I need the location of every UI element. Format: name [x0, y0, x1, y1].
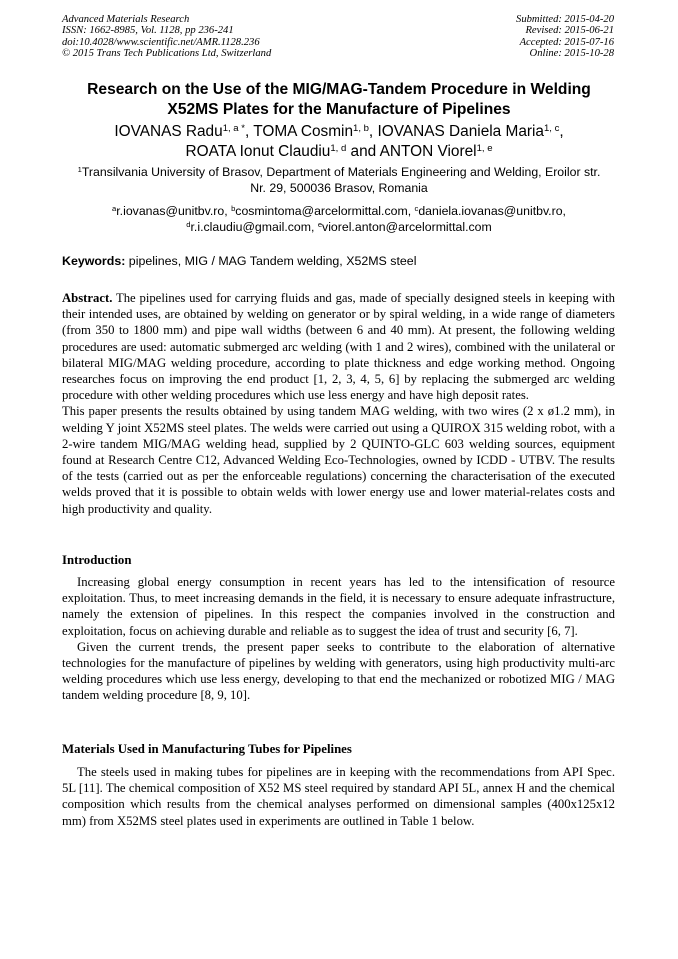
email-link[interactable]: r.iovanas@unitbv.ro	[116, 204, 225, 218]
affiliation-line-2: Nr. 29, 500036 Brasov, Romania	[250, 180, 428, 195]
email-marker: a	[112, 203, 117, 213]
journal-info	[62, 14, 271, 60]
author-name: IOVANAS Radu	[114, 123, 223, 140]
materials-section	[62, 764, 615, 829]
introduction-section	[62, 574, 615, 704]
abstract-text: The pipelines used for carrying fluids and gas, made of specially designed steels in keeping with their intended uses, are obtained by welding on generator or by spiral welding, in a wide range of diameters (from 350 to 1800 mm) and pipe wall widths (between 6 and 40 mm). At present, the following welding procedures are used: automatic submerged arc welding (with 1 and 2 wires), combined with the unilateral or bilateral MIG/MAG welding procedure, according to plate thickness and edge working method. Ongoing researches focus on improving the end product [1, 2, 3, 4, 5, 6] by replacing the submerged arc welding procedure with other welding procedures which use less energy and have high deposit rates.	[62, 291, 615, 403]
author-name: TOMA Cosmin	[253, 123, 354, 140]
author-name: ANTON Viorel	[379, 143, 477, 160]
email-link[interactable]: r.i.claudiu@gmail.com	[190, 219, 311, 234]
email-separator: ,	[562, 204, 566, 218]
doi-line: doi:10.4028/www.scientific.net/AMR.1128.236	[62, 36, 260, 48]
materials-paragraph-1: The steels used in making tubes for pipelines are in keeping with the recommendations from API Spec. 5L [11]. The chemical composition of X52 MS steel required by standard API 5L, annex H and the chemical composition which results from the chemical analyses performed on dimensional samples (400x125x12 mm) from X52MS steel plates used in experiments are outlined in Table 1 below.	[62, 765, 615, 828]
author-separator: ,	[559, 123, 564, 140]
abstract-paragraph-2: This paper presents the results obtained by using tandem MAG welding, with two wires (2 x ø1.2 mm), in welding Y joint X52MS steel plates. The welds were carried out using a QUIROX 315 welding robot, with a 2-wire tandem MIG/MAG welding head, supplied by 2 QUINTO-GLC 603 welding sources, equipment found at Research Centre C12, Advanced Welding Eco-Technologies, owned by ICDD - UTBV. The results of the tests (carried out as per the enforceable regulations) concerning the characterisation of the executed welds proved that it is possible to obtain welds with lower energy use and lower material-relates costs and high productivity and quality.	[62, 404, 615, 516]
email-separator: ,	[407, 204, 415, 218]
accepted-date: Accepted: 2015-07-16	[519, 36, 614, 48]
revised-date: Revised: 2015-06-21	[525, 25, 614, 37]
email-marker: e	[317, 219, 323, 229]
email-marker: b	[231, 203, 236, 213]
author-affil-marker: 1, a *	[222, 122, 245, 134]
author-affil-marker: 1, d	[330, 142, 347, 154]
affiliation-marker: 1	[77, 164, 82, 174]
email-marker: d	[186, 219, 191, 229]
introduction-paragraph-2: Given the current trends, the present paper seeks to contribute to the elaboration of alternative technologies for the manufacture of pipelines by welding with generators, using high productivity multi-arc welding procedures which use less energy, developing to that end the mechanized or robotized MIG / MAG tandem welding procedure [8, 9, 10].	[62, 639, 615, 703]
introduction-heading: Introduction	[62, 553, 132, 567]
email-separator: ,	[224, 204, 232, 218]
keywords-label: Keywords:	[62, 254, 126, 268]
author-separator: ,	[368, 123, 378, 140]
keywords	[62, 254, 416, 269]
email-link[interactable]: daniela.iovanas@unitbv.ro	[418, 204, 563, 218]
author-affil-marker: 1, b	[353, 122, 369, 134]
materials-heading: Materials Used in Manufacturing Tubes for Pipelines	[62, 742, 352, 756]
copyright-line: © 2015 Trans Tech Publications Ltd, Switzerland	[62, 48, 272, 60]
author-list	[62, 122, 616, 162]
journal-name: Advanced Materials Research	[62, 14, 190, 25]
keywords-text: pipelines, MIG / MAG Tandem welding, X52MS steel	[125, 254, 417, 268]
abstract-section	[62, 290, 615, 517]
author-name: ROATA Ionut Claudiu	[185, 143, 331, 160]
author-name: IOVANAS Daniela Maria	[377, 123, 544, 140]
author-separator: ,	[244, 123, 254, 140]
author-affil-marker: 1, e	[476, 142, 493, 154]
email-marker: c	[414, 203, 419, 213]
email-list	[62, 204, 616, 235]
abstract-label: Abstract.	[62, 291, 113, 305]
email-separator: ,	[310, 219, 318, 234]
introduction-paragraph-1: Increasing global energy consumption in recent years has led to the intensification of resource exploitation. Thus, to meet increasing demands in the field, it is necessary to ensure adequate infrastructure, namely the extension of pipelines. In this respect the companies involved in the construction and exploitation, focus on achieving durable and reliable as to suggest the idea of trust and security [6, 7].	[62, 575, 615, 638]
abstract-paragraph-1	[62, 290, 615, 403]
title-line-1: Research on the Use of the MIG/MAG-Tandem Procedure in Welding	[87, 81, 591, 98]
title-line-2: X52MS Plates for the Manufacture of Pipelines	[167, 101, 511, 118]
email-link[interactable]: viorel.anton@arcelormittal.com	[322, 219, 492, 234]
issn-line: ISSN: 1662-8985, Vol. 1128, pp 236-241	[62, 25, 234, 37]
submission-dates	[516, 14, 614, 60]
email-link[interactable]: cosmintoma@arcelormittal.com	[235, 204, 408, 218]
affiliation-line-1: Transilvania University of Brasov, Department of Materials Engineering and Welding, Eroilor str.	[81, 165, 601, 179]
paper-title	[62, 80, 616, 120]
online-date: Online: 2015-10-28	[529, 48, 614, 60]
author-affil-marker: 1, c	[544, 122, 560, 134]
affiliation	[62, 165, 616, 196]
author-separator: and	[346, 143, 380, 160]
submitted-date: Submitted: 2015-04-20	[516, 14, 614, 25]
